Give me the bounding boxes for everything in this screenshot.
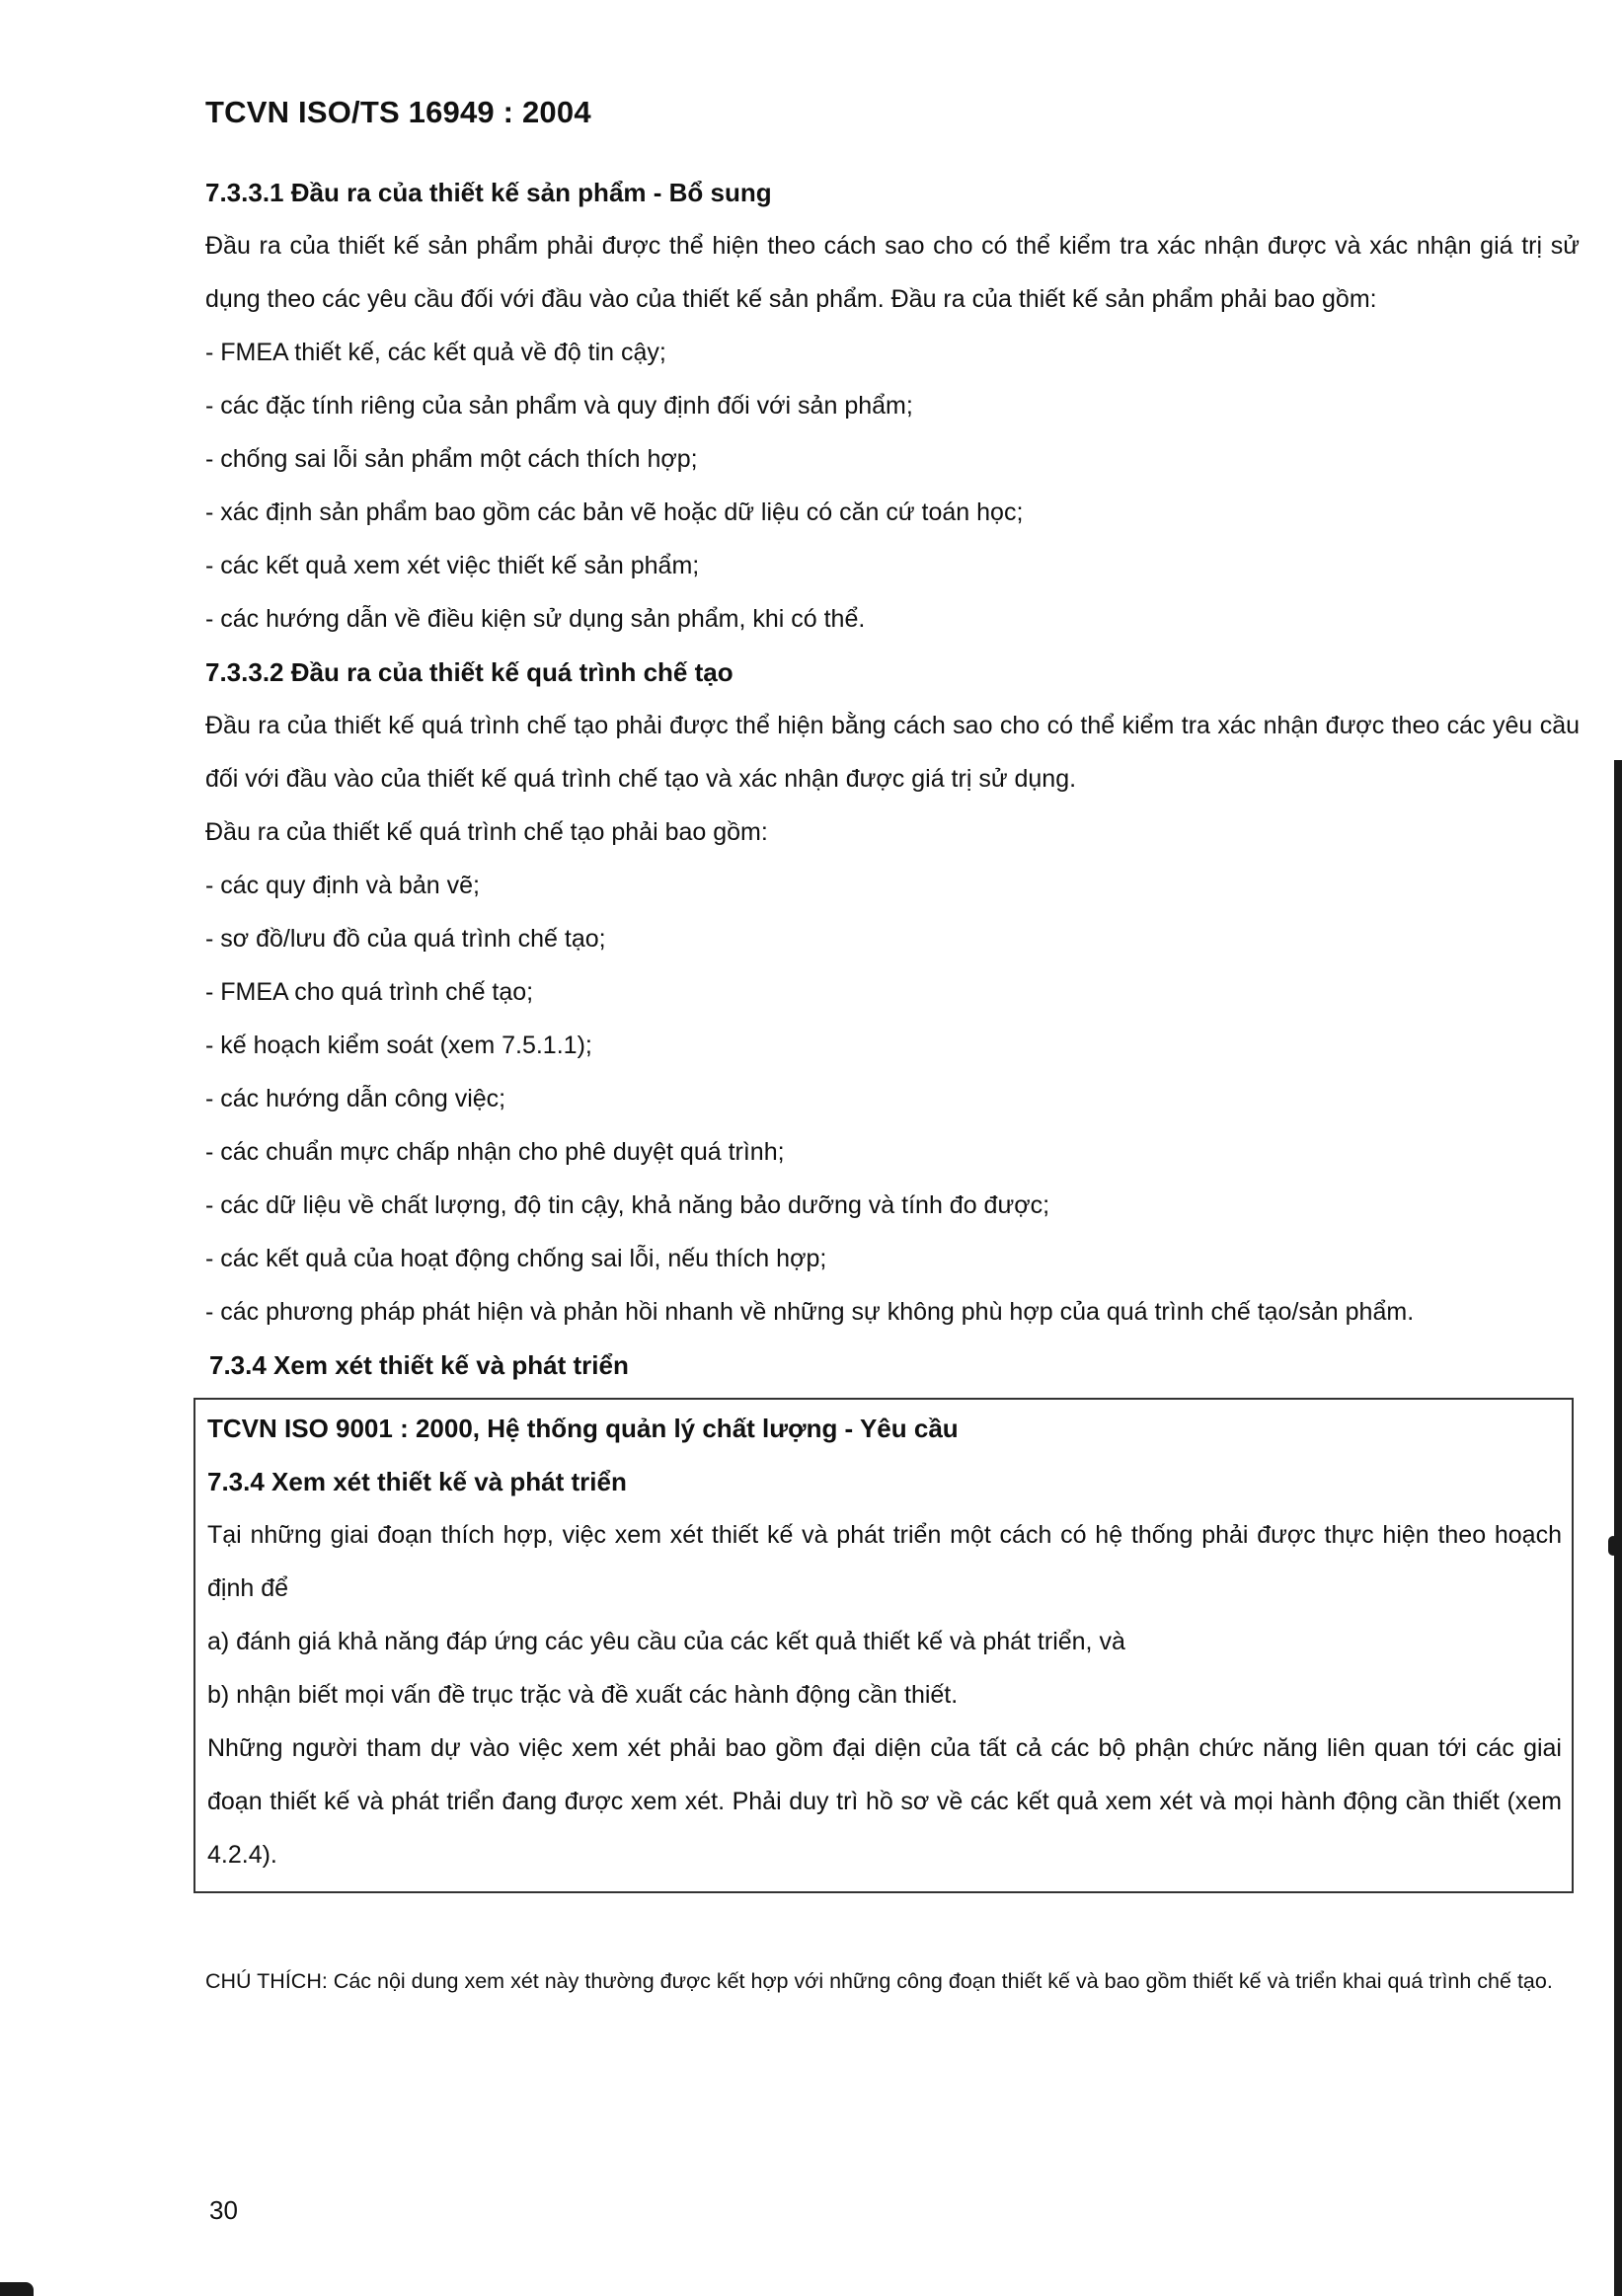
list-item: - FMEA thiết kế, các kết quả về độ tin cậy;	[205, 339, 666, 366]
list-item: - chống sai lỗi sản phẩm một cách thích hợp;	[205, 445, 698, 473]
scan-edge-mark	[1608, 1536, 1618, 1556]
section-7332-heading: 7.3.3.2 Đầu ra của thiết kế quá trình chế tạo	[205, 657, 734, 687]
list-item: - các dữ liệu về chất lượng, độ tin cậy, khả năng bảo dưỡng và tính đo được;	[205, 1191, 1050, 1219]
section-7332-intro: Đầu ra của thiết kế quá trình chế tạo phải bao gồm:	[205, 818, 768, 846]
scan-corner-mark	[0, 2282, 34, 2296]
list-item: - sơ đồ/lưu đồ của quá trình chế tạo;	[205, 925, 606, 953]
quoted-heading: 7.3.4 Xem xét thiết kế và phát triển	[207, 1467, 627, 1496]
list-item: - các phương pháp phát hiện và phản hồi nhanh về những sự không phù hợp của quá trình chế tạo/sản phẩm.	[205, 1298, 1415, 1326]
list-item: a) đánh giá khả năng đáp ứng các yêu cầu của các kết quả thiết kế và phát triển, và	[207, 1628, 1125, 1655]
document-page	[205, 0, 1580, 2296]
page-number: 30	[209, 2195, 238, 2225]
list-item: - FMEA cho quá trình chế tạo;	[205, 978, 534, 1006]
scan-edge-shadow	[1614, 760, 1622, 2296]
list-item: - các kết quả của hoạt động chống sai lỗi, nếu thích hợp;	[205, 1245, 827, 1272]
page-content	[205, 166, 1580, 2006]
quoted-paragraph: Tại những giai đoạn thích hợp, việc xem xét thiết kế và phát triển một cách có hệ thống phải được thực hiện theo hoạch định để	[207, 1521, 1562, 1602]
list-item: - xác định sản phẩm bao gồm các bản vẽ hoặc dữ liệu có căn cứ toán học;	[205, 498, 1024, 526]
list-item: - các quy định và bản vẽ;	[205, 872, 480, 899]
quoted-standard-box	[193, 1398, 1574, 1893]
list-item: - kế hoạch kiểm soát (xem 7.5.1.1);	[205, 1032, 592, 1059]
quoted-source-title: TCVN ISO 9001 : 2000, Hệ thống quản lý chất lượng - Yêu cầu	[207, 1414, 959, 1443]
section-7331-paragraph: Đầu ra của thiết kế sản phẩm phải được thể hiện theo cách sao cho có thể kiểm tra xác nhận được và xác nhận giá trị sử dụng theo các yêu cầu đối với đầu vào của thiết kế sản phẩm. Đầu ra của thiết kế sản phẩm phải bao gồm:	[205, 232, 1580, 313]
list-item: - các đặc tính riêng của sản phẩm và quy định đối với sản phẩm;	[205, 392, 913, 420]
note-paragraph: CHÚ THÍCH: Các nội dung xem xét này thường được kết hợp với những công đoạn thiết kế và bao gồm thiết kế và triển khai quá trình chế tạo.	[205, 1969, 1553, 1993]
quoted-closing: Những người tham dự vào việc xem xét phải bao gồm đại diện của tất cả các bộ phận chức năng liên quan tới các giai đoạn thiết kế và phát triển đang được xem xét. Phải duy trì hồ sơ về các kết quả xem xét và mọi hành động cần thiết (xem 4.2.4).	[207, 1734, 1562, 1869]
list-item: - các hướng dẫn công việc;	[205, 1085, 506, 1112]
list-item: - các chuẩn mực chấp nhận cho phê duyệt quá trình;	[205, 1138, 785, 1166]
list-item: - các kết quả xem xét việc thiết kế sản phẩm;	[205, 552, 700, 579]
section-7331-heading: 7.3.3.1 Đầu ra của thiết kế sản phẩm - Bổ sung	[205, 178, 772, 207]
standard-code-header: TCVN ISO/TS 16949 : 2004	[205, 95, 591, 129]
list-item: b) nhận biết mọi vấn đề trục trặc và đề xuất các hành động cần thiết.	[207, 1681, 959, 1709]
section-734-heading: 7.3.4 Xem xét thiết kế và phát triển	[209, 1350, 629, 1380]
section-7332-paragraph: Đầu ra của thiết kế quá trình chế tạo phải được thể hiện bằng cách sao cho có thể kiểm tra xác nhận được theo các yêu cầu đối với đầu vào của thiết kế quá trình chế tạo và xác nhận được giá trị sử dụng.	[205, 712, 1580, 793]
list-item: - các hướng dẫn về điều kiện sử dụng sản phẩm, khi có thể.	[205, 605, 866, 633]
